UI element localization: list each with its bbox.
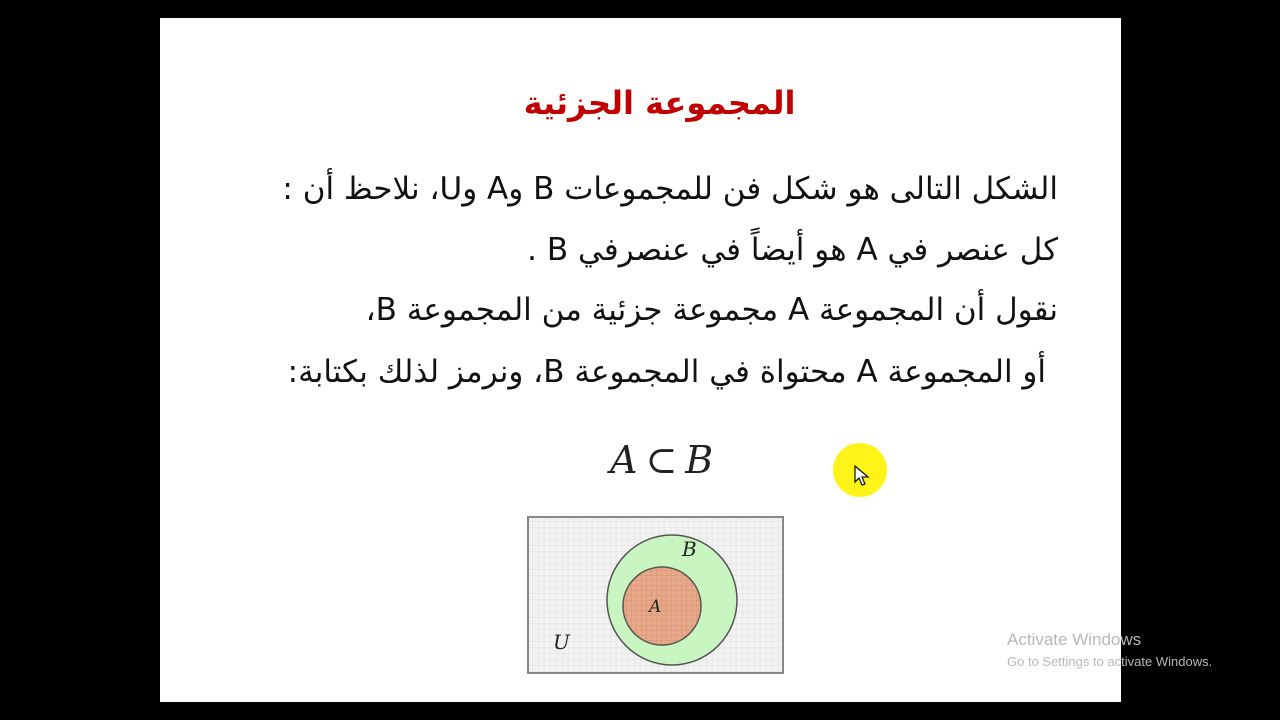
- universe-label: U: [553, 630, 570, 654]
- watermark-subtitle: Go to Settings to activate Windows.: [1007, 654, 1213, 669]
- set-a-label: A: [649, 597, 662, 617]
- formula-right: B: [685, 438, 714, 482]
- cursor-highlight: [833, 443, 887, 497]
- subset-formula: [610, 438, 713, 482]
- watermark-title: Activate Windows: [1007, 630, 1142, 649]
- text-line-3: نقول أن المجموعة A مجموعة جزئية من المجموعة B،: [365, 292, 1058, 328]
- formula-operator: ⊂: [645, 438, 678, 482]
- set-a-circle: [623, 567, 701, 645]
- mouse-pointer-icon: [854, 465, 870, 487]
- venn-diagram: [527, 516, 784, 674]
- text-line-2: كل عنصر في A هو أيضاً في عنصرفي B .: [527, 232, 1058, 268]
- text-line-4: أو المجموعة A محتواة في المجموعة B، ونرمز لذلك بكتابة:: [287, 354, 1046, 390]
- formula-left: A: [610, 438, 638, 482]
- slide-title: المجموعة الجزئية: [523, 84, 796, 122]
- text-line-1: الشكل التالى هو شكل فن للمجموعات B وA وU، نلاحظ أن :: [282, 171, 1058, 207]
- slide: [160, 18, 1121, 702]
- set-b-label: B: [682, 537, 697, 561]
- windows-activation-watermark: [1007, 630, 1212, 669]
